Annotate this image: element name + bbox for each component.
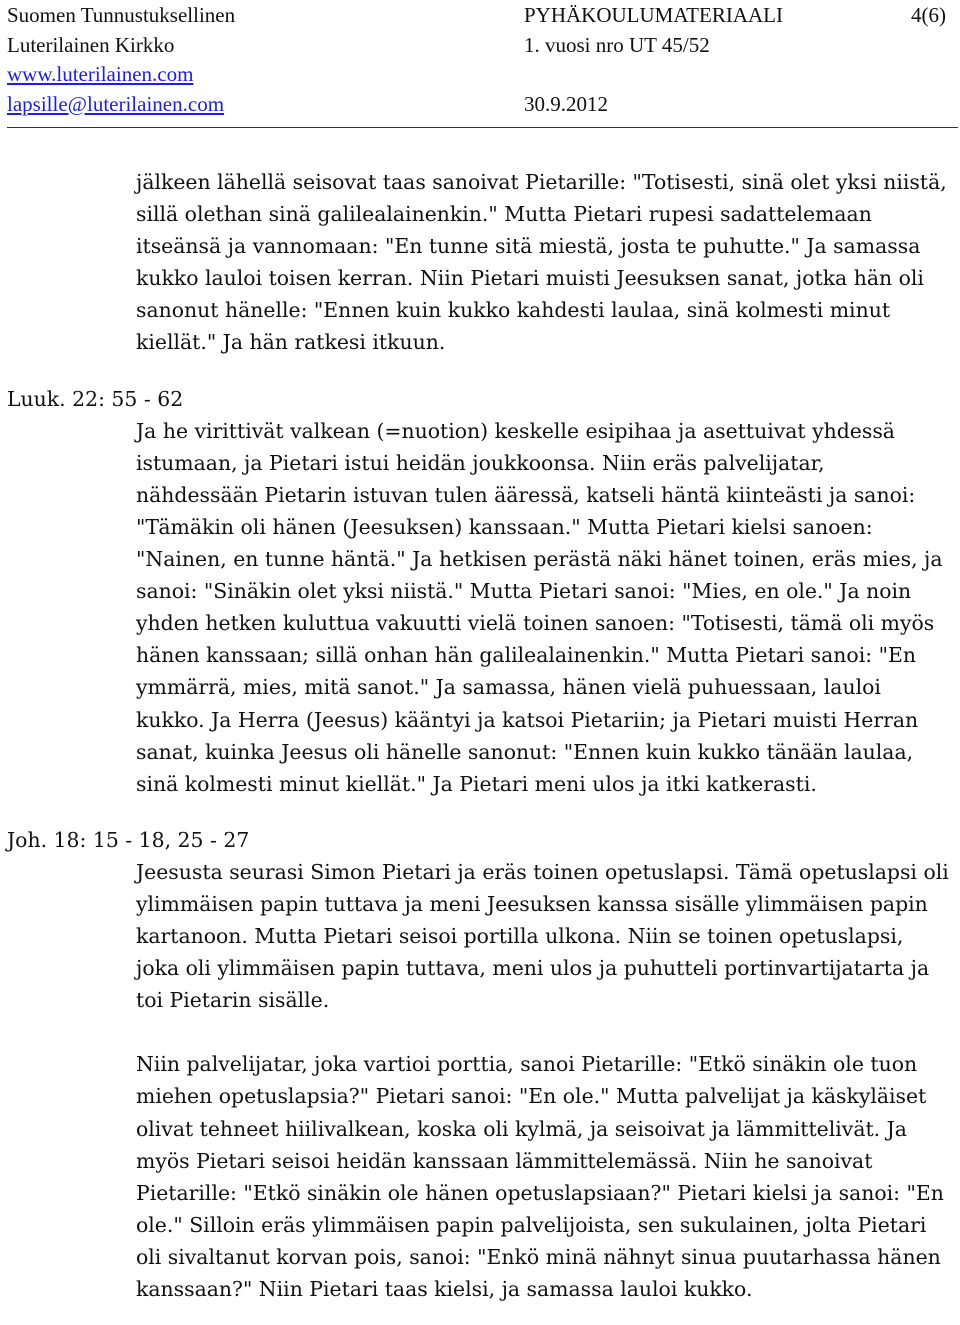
text-line: oli sivaltanut korvan pois, sanoi: "Enkö minä nähnyt sinua puutarhassa hänen: [136, 1244, 941, 1269]
text-line: sillä olethan sinä galilealainenkin." Mutta Pietari rupesi sadattelemaan: [136, 202, 872, 227]
text-line: joka oli ylimmäisen papin tuttava, meni ulos ja puhutteli portinvartijatarta ja: [136, 956, 930, 981]
text-line: hänen kanssaan; sillä onhan hän galilealainenkin." Mutta Pietari sanoi: "En: [136, 643, 916, 668]
text-line: ole." Silloin eräs ylimmäisen papin palvelijoista, sen sukulainen, jolta Pietari: [136, 1212, 927, 1237]
text-line: kukko. Ja Herra (Jeesus) kääntyi ja katsoi Pietariin; ja Pietari muisti Herran: [136, 707, 919, 732]
text-line: sanonut hänelle: "Ennen kuin kukko kahdesti laulaa, sinä kolmesti minut: [136, 298, 891, 323]
church-name-line-2: Luterilainen Kirkko: [7, 32, 175, 57]
text-line: ymmärrä, mies, mitä sanot." Ja samassa, hänen vielä puhuessaan, lauloi: [136, 675, 881, 700]
john-paragraph-2: [136, 1048, 952, 1305]
header-spacer: [524, 60, 783, 90]
text-line: "Nainen, en tunne häntä." Ja hetkisen perästä näki hänet toinen, eräs mies, ja: [136, 547, 943, 572]
text-line: itseänsä ja vannomaan: "En tunne sitä miestä, josta te puhutte." Ja samassa: [136, 234, 921, 259]
text-line: Niin palvelijatar, joka vartioi porttia, sanoi Pietarille: "Etkö sinäkin ole tuon: [136, 1052, 918, 1077]
text-line: ylimmäisen papin tuttava ja meni Jeesuksen kanssa sisälle ylimmäisen papin: [136, 891, 928, 916]
material-title: PYHÄKOULUMATERIAALI: [524, 3, 783, 27]
text-line: istumaan, ja Pietari istui heidän joukkoonsa. Niin eräs palvelijatar,: [136, 450, 825, 475]
text-line: sinä kolmesti minut kiellät." Ja Pietari meni ulos ja itki katkerasti.: [136, 771, 817, 796]
text-line: Pietarille: "Etkö sinäkin ole hänen opetuslapsiaan?" Pietari kielsi ja sanoi: "En: [136, 1180, 944, 1205]
email-link[interactable]: lapsille@luterilainen.com: [7, 91, 225, 116]
document-body: [7, 166, 952, 1305]
luke-paragraph: [136, 415, 952, 800]
website-link[interactable]: www.luterilainen.com: [7, 62, 194, 86]
text-line: nähdessään Pietarin istuvan tulen ääressä, katseli häntä kiinteästi ja sanoi:: [136, 482, 916, 507]
text-line: "Tämäkin oli hänen (Jeesuksen) kanssaan." Mutta Pietari kielsi sanoen:: [136, 514, 873, 539]
text-line: sanat, kuinka Jeesus oli hänelle sanonut: "Ennen kuin kukko tänään laulaa,: [136, 739, 914, 764]
text-line: olivat tehneet hiilivalkean, koska oli kylmä, ja seisoivat ja lämmittelivät. Ja: [136, 1116, 907, 1141]
john-reference: Joh. 18: 15 - 18, 25 - 27: [7, 827, 250, 852]
page-header: [7, 0, 957, 130]
header-organization-block: [7, 1, 235, 119]
text-line: Jeesusta seurasi Simon Pietari ja eräs toinen opetuslapsi. Tämä opetuslapsi oli: [136, 859, 949, 884]
john-paragraph-1: [136, 856, 952, 1016]
header-divider: [7, 127, 958, 128]
text-line: toi Pietarin sisälle.: [136, 988, 330, 1013]
luke-reference: Luuk. 22: 55 - 62: [7, 386, 184, 411]
text-line: yhden hetken kuluttua vakuutti vielä toinen sanoen: "Totisesti, tämä oli myös: [136, 611, 935, 636]
page-number: 4(6): [911, 3, 946, 27]
text-line: jälkeen lähellä seisovat taas sanoivat Pietarille: "Totisesti, sinä olet yksi niistä,: [136, 170, 947, 194]
lesson-date: 30.9.2012: [524, 91, 608, 116]
text-line: kanssaan?" Niin Pietari taas kielsi, ja samassa lauloi kukko.: [136, 1277, 753, 1301]
intro-paragraph: [136, 166, 952, 359]
lesson-number: 1. vuosi nro UT 45/52: [524, 32, 710, 57]
text-line: Ja he virittivät valkean (=nuotion) keskelle esipihaa ja asettuivat yhdessä: [136, 418, 895, 443]
text-line: myös Pietari seisoi heidän kanssaan lämmittelemässä. Niin he sanoivat: [136, 1148, 873, 1173]
text-line: kartanoon. Mutta Pietari seisoi portilla ulkona. Niin se toinen opetuslapsi,: [136, 924, 904, 949]
header-material-block: [524, 1, 783, 119]
text-line: sanoi: "Sinäkin olet yksi niistä." Mutta Pietari sanoi: "Mies, en ole." Ja noin: [136, 579, 912, 604]
text-line: kiellät." Ja hän ratkesi itkuun.: [136, 330, 446, 355]
text-line: miehen opetuslapsia?" Pietari sanoi: "En ole." Mutta palvelijat ja käskyläiset: [136, 1084, 927, 1109]
text-line: kukko lauloi toisen kerran. Niin Pietari muisti Jeesuksen sanat, jotka hän oli: [136, 266, 924, 291]
church-name-line-1: Suomen Tunnustuksellinen: [7, 3, 236, 27]
